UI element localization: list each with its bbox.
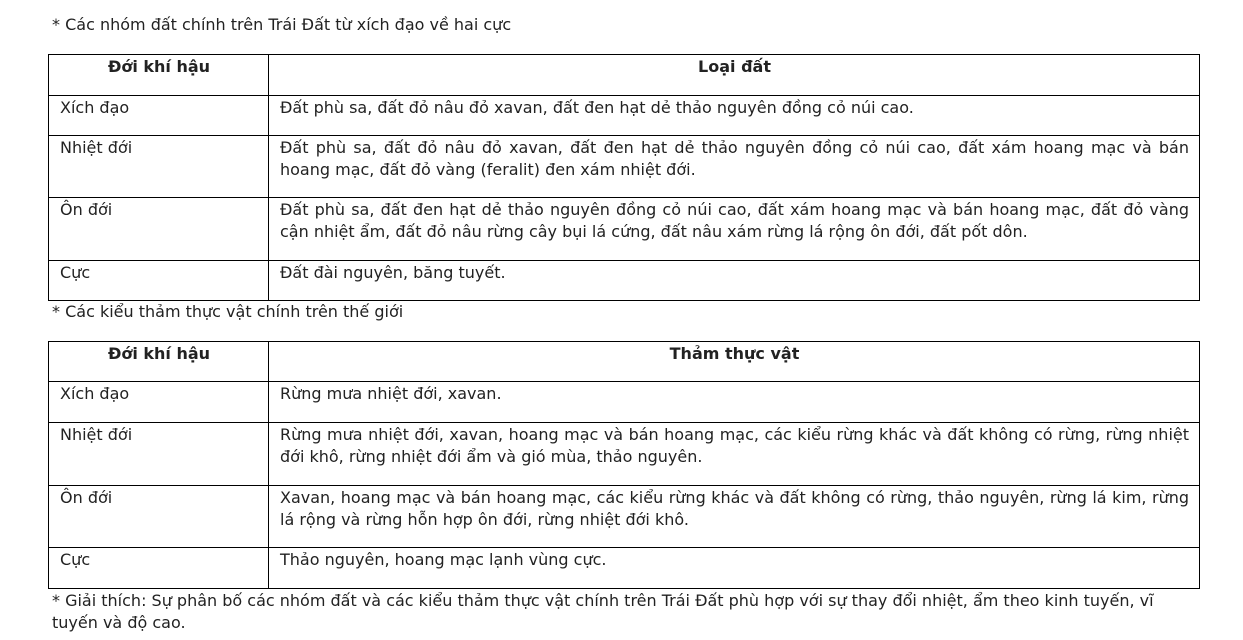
soil-zone-cell: Ôn đới	[49, 198, 269, 261]
table-row	[49, 198, 1200, 261]
vegetation-type-cell: Rừng mưa nhiệt đới, xavan, hoang mạc và bán hoang mạc, các kiểu rừng khác và đất không có rừng, rừng nhiệt đới khô, rừng nhiệt đới ẩm và gió mùa, thảo nguyên.	[269, 423, 1200, 486]
table-row	[49, 96, 1200, 136]
soil-section-title: * Các nhóm đất chính trên Trái Đất từ xích đạo về hai cực	[52, 15, 512, 34]
vegetation-header-type: Thảm thực vật	[269, 342, 1200, 382]
vegetation-table	[48, 341, 1200, 589]
soil-table-header-row	[49, 55, 1200, 96]
vegetation-zone-cell: Cực	[49, 548, 269, 589]
vegetation-type-cell: Thảo nguyên, hoang mạc lạnh vùng cực.	[269, 548, 1200, 589]
vegetation-section-title: * Các kiểu thảm thực vật chính trên thế giới	[52, 302, 404, 321]
table-row	[49, 548, 1200, 589]
table-row	[49, 423, 1200, 486]
vegetation-zone-cell: Xích đạo	[49, 382, 269, 423]
vegetation-zone-cell: Ôn đới	[49, 486, 269, 548]
table-row	[49, 261, 1200, 301]
vegetation-header-zone: Đới khí hậu	[49, 342, 269, 382]
table-row	[49, 382, 1200, 423]
soil-header-type: Loại đất	[269, 55, 1200, 96]
explanation-note: * Giải thích: Sự phân bố các nhóm đất và các kiểu thảm thực vật chính trên Trái Đất phù hợp với sự thay đổi nhiệt, ẩm theo kinh tuyến, vĩ tuyến và độ cao.	[52, 591, 1154, 632]
vegetation-zone-cell: Nhiệt đới	[49, 423, 269, 486]
soil-type-cell: Đất phù sa, đất đỏ nâu đỏ xavan, đất đen hạt dẻ thảo nguyên đồng cỏ núi cao.	[269, 96, 1200, 136]
soil-type-cell: Đất phù sa, đất đỏ nâu đỏ xavan, đất đen hạt dẻ thảo nguyên đồng cỏ núi cao, đất xám hoang mạc và bán hoang mạc, đất đỏ vàng (feralit) đen xám nhiệt đới.	[269, 136, 1200, 198]
soil-zone-cell: Cực	[49, 261, 269, 301]
vegetation-table-header-row	[49, 342, 1200, 382]
table-row	[49, 136, 1200, 198]
soil-header-zone: Đới khí hậu	[49, 55, 269, 96]
soil-type-cell: Đất đài nguyên, băng tuyết.	[269, 261, 1200, 301]
soil-zone-cell: Nhiệt đới	[49, 136, 269, 198]
table-row	[49, 486, 1200, 548]
soil-table	[48, 54, 1200, 301]
vegetation-type-cell: Rừng mưa nhiệt đới, xavan.	[269, 382, 1200, 423]
soil-type-cell: Đất phù sa, đất đen hạt dẻ thảo nguyên đồng cỏ núi cao, đất xám hoang mạc và bán hoang mạc, đất đỏ vàng cận nhiệt ẩm, đất đỏ nâu rừng cây bụi lá cứng, đất nâu xám rừng lá rộng ôn đới, đất pốt dôn.	[269, 198, 1200, 261]
vegetation-type-cell: Xavan, hoang mạc và bán hoang mạc, các kiểu rừng khác và đất không có rừng, thảo nguyên, rừng lá kim, rừng lá rộng và rừng hỗn hợp ôn đới, rừng nhiệt đới khô.	[269, 486, 1200, 548]
soil-zone-cell: Xích đạo	[49, 96, 269, 136]
